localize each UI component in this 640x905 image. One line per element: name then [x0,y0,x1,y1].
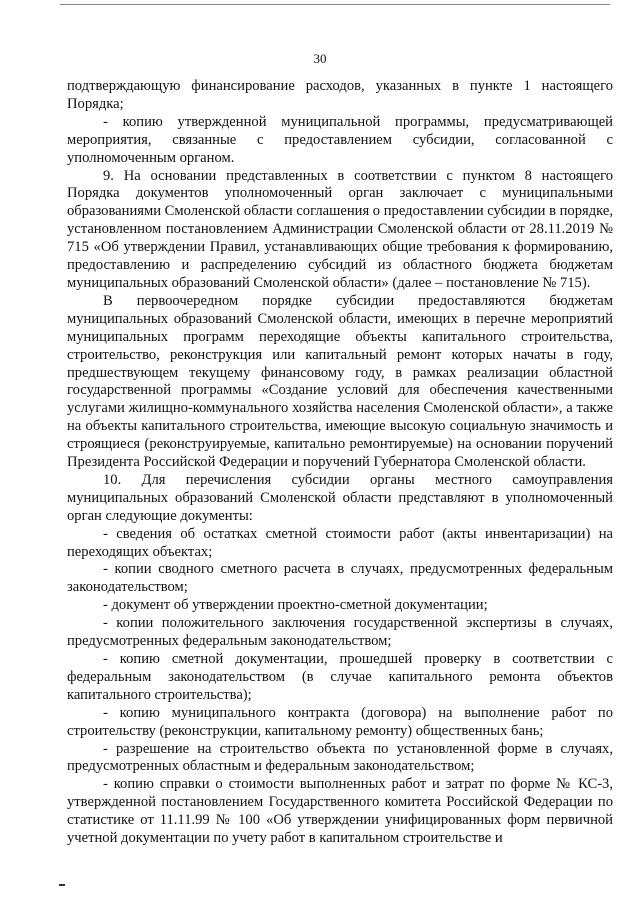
list-item-construction-permit: - разрешение на строительство объекта по установленной форме в случаях, предусмотренных областным и федеральным законодательством; [67,740,613,775]
paragraph-continuation: подтверждающую финансирование расходов, указанных в пункте 1 настоящего Порядка; [67,78,613,112]
list-item-cost-balances: - сведения об остатках сметной стоимости работ (акты инвентаризации) на переходящих объектах; [67,525,613,560]
page-number: 30 [313,51,327,66]
paragraph-9: 9. На основании представленных в соответствии с пунктом 8 настоящего Порядка документов уполномоченный орган заключает с муниципальными образованиями Смоленской области соглашения о предоставлении субсидии в порядке, установленном постановлением Администрации Смоленской области от 28.11.2019 № 715 «Об утверждении Правил, устанавливающих общие требования к формированию, предоставлению и распределению субсидий из областного бюджета бюджетам муниципальных образований Смоленской области» (далее – постановление № 715). [67,167,614,291]
list-item-expertise-conclusion: - копии положительного заключения государственной экспертизы в случаях, предусмотренных федеральным законодательством; [67,615,613,650]
paragraph-priority-subsidies: В первоочередном порядке субсидии предоставляются бюджетам муниципальных образований Смоленской области, имеющих в перечне мероприятий муниципальных программ переходящие объекты капитального строительства, строительство, реконструкция или капитальный ремонт которых начаты в году, предшествующем текущему финансовому году, в рамках реализации областной государственной программы «Создание условий для обеспечения качественными услугами жилищно-коммунального хозяйства населения Смоленской области», а также на объекты капитального строительства, имеющие высокую социальную значимость и строящиеся (реконструируемые, капитально ремонтируемые) на основании поручений Президента Российской Федерации и поручений Губернатора Смоленской области. [67,292,613,471]
list-item-ks3-certificate: - копию справки о стоимости выполненных работ и затрат по форме № КС-3, утвержденной постановлением Государственного комитета Российской Федерации по статистике от 11.11.99 № 100 «Об утверждении унифицированных форм первичной учетной документации по учету работ в капитальном строительстве и [67,776,613,847]
list-item-municipal-contract: - копию муниципального контракта (договора) на выполнение работ по строительству (реконструкции, капитальному ремонту) общественных бань; [67,704,613,739]
scan-margin-mark [59,884,65,886]
list-item-estimate-copies: - копии сводного сметного расчета в случаях, предусмотренных федеральным законодательством; [67,561,613,596]
paragraph-10: 10. Для перечисления субсидии органы местного самоуправления муниципальных образований Смоленской области представляют в уполномоченный орган следующие документы: [67,471,613,524]
list-item-approval-document: - документ об утверждении проектно-сметной документации; [103,597,488,614]
list-item-program-copy: - копию утвержденной муниципальной программы, предусматривающей мероприятия, связанные с предоставлением субсидии, согласованной с уполномоченным органом. [67,113,613,166]
document-body [67,78,613,848]
scan-top-edge-line [60,4,610,5]
list-item-estimate-documentation: - копию сметной документации, прошедшей проверку в соответствии с федеральным законодательством (в случае капитального ремонта объектов капитального строительства); [67,651,613,703]
